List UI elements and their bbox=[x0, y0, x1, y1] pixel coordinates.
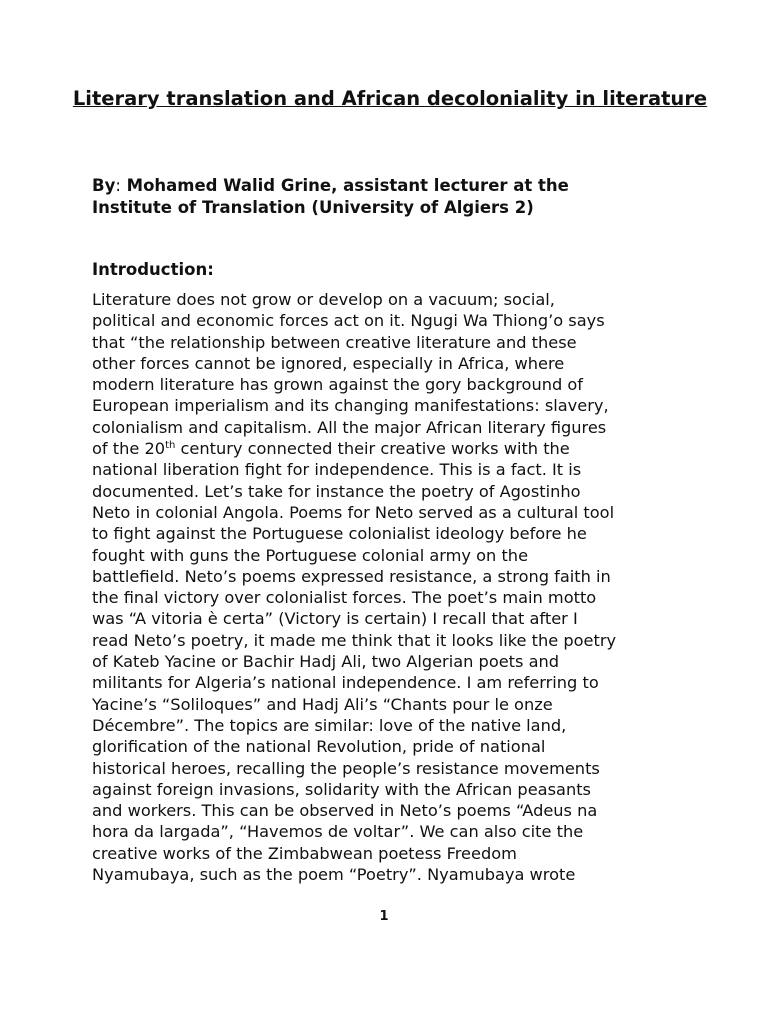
body-line: Décembre”. The topics are similar: love of the native land, bbox=[92, 715, 567, 735]
body-line: historical heroes, recalling the people’s resistance movements bbox=[92, 758, 600, 778]
byline-separator: : bbox=[115, 176, 121, 195]
body-line: other forces cannot be ignored, especially in Africa, where bbox=[92, 353, 565, 373]
affiliation-line: Institute of Translation (University of Algiers 2) bbox=[92, 197, 534, 217]
body-line: documented. Let’s take for instance the poetry of Agostinho bbox=[92, 481, 581, 501]
body-line: was “A vitoria è certa” (Victory is certain) I recall that after I bbox=[92, 609, 578, 629]
superscript-line-after: century connected their creative works with the bbox=[175, 439, 570, 459]
body-line: battlefield. Neto’s poems expressed resistance, a strong faith in bbox=[92, 566, 611, 586]
body-line: read Neto’s poetry, it made me think that it looks like the poetry bbox=[92, 630, 617, 650]
document-title: Literary translation and African decoloniality in literature bbox=[72, 87, 708, 110]
body-line: Neto in colonial Angola. Poems for Neto served as a cultural tool bbox=[92, 502, 615, 522]
body-line: political and economic forces act on it. Ngugi Wa Thiong’o says bbox=[92, 311, 605, 331]
affiliation-intro: , assistant lecturer at the bbox=[331, 176, 569, 195]
byline bbox=[92, 175, 692, 218]
body-line: Nyamubaya, such as the poem “Poetry”. Nyamubaya wrote bbox=[92, 865, 576, 885]
body-line: the final victory over colonialist forces. The poet’s main motto bbox=[92, 588, 597, 608]
author-name: Mohamed Walid Grine bbox=[126, 176, 332, 195]
body-line: European imperialism and its changing manifestations: slavery, bbox=[92, 396, 609, 416]
body-line: to fight against the Portuguese colonialist ideology before he bbox=[92, 524, 587, 544]
body-paragraph bbox=[92, 289, 692, 885]
body-line: and workers. This can be observed in Neto’s poems “Adeus na bbox=[92, 801, 598, 821]
body-line: of Kateb Yacine or Bachir Hadj Ali, two Algerian poets and bbox=[92, 652, 560, 672]
body-line: modern literature has grown against the gory background of bbox=[92, 375, 584, 395]
byline-label: By bbox=[92, 176, 116, 195]
body-line: against foreign invasions, solidarity with the African peasants bbox=[92, 779, 591, 799]
body-line: national liberation fight for independence. This is a fact. It is bbox=[92, 460, 582, 480]
body-line: Literature does not grow or develop on a vacuum; social, bbox=[92, 290, 555, 309]
body-line: creative works of the Zimbabwean poetess Freedom bbox=[92, 843, 517, 863]
body-line: colonialism and capitalism. All the major African literary figures bbox=[92, 417, 607, 437]
body-line: glorification of the national Revolution, pride of national bbox=[92, 737, 546, 757]
superscript-line-before: of the 20 bbox=[92, 439, 166, 459]
page-number: 1 bbox=[379, 909, 389, 924]
body-line-superscript bbox=[92, 438, 692, 459]
section-heading: Introduction: bbox=[92, 260, 214, 279]
body-line: that “the relationship between creative literature and these bbox=[92, 332, 577, 352]
body-line: fought with guns the Portuguese colonial army on the bbox=[92, 545, 529, 565]
body-line: Yacine’s “Soliloques” and Hadj Ali’s “Chants pour le onze bbox=[92, 694, 553, 714]
ordinal-superscript: th bbox=[165, 440, 176, 452]
body-line: militants for Algeria’s national independence. I am referring to bbox=[92, 673, 599, 693]
body-line: hora da largada”, “Havemos de voltar”. We can also cite the bbox=[92, 822, 584, 842]
